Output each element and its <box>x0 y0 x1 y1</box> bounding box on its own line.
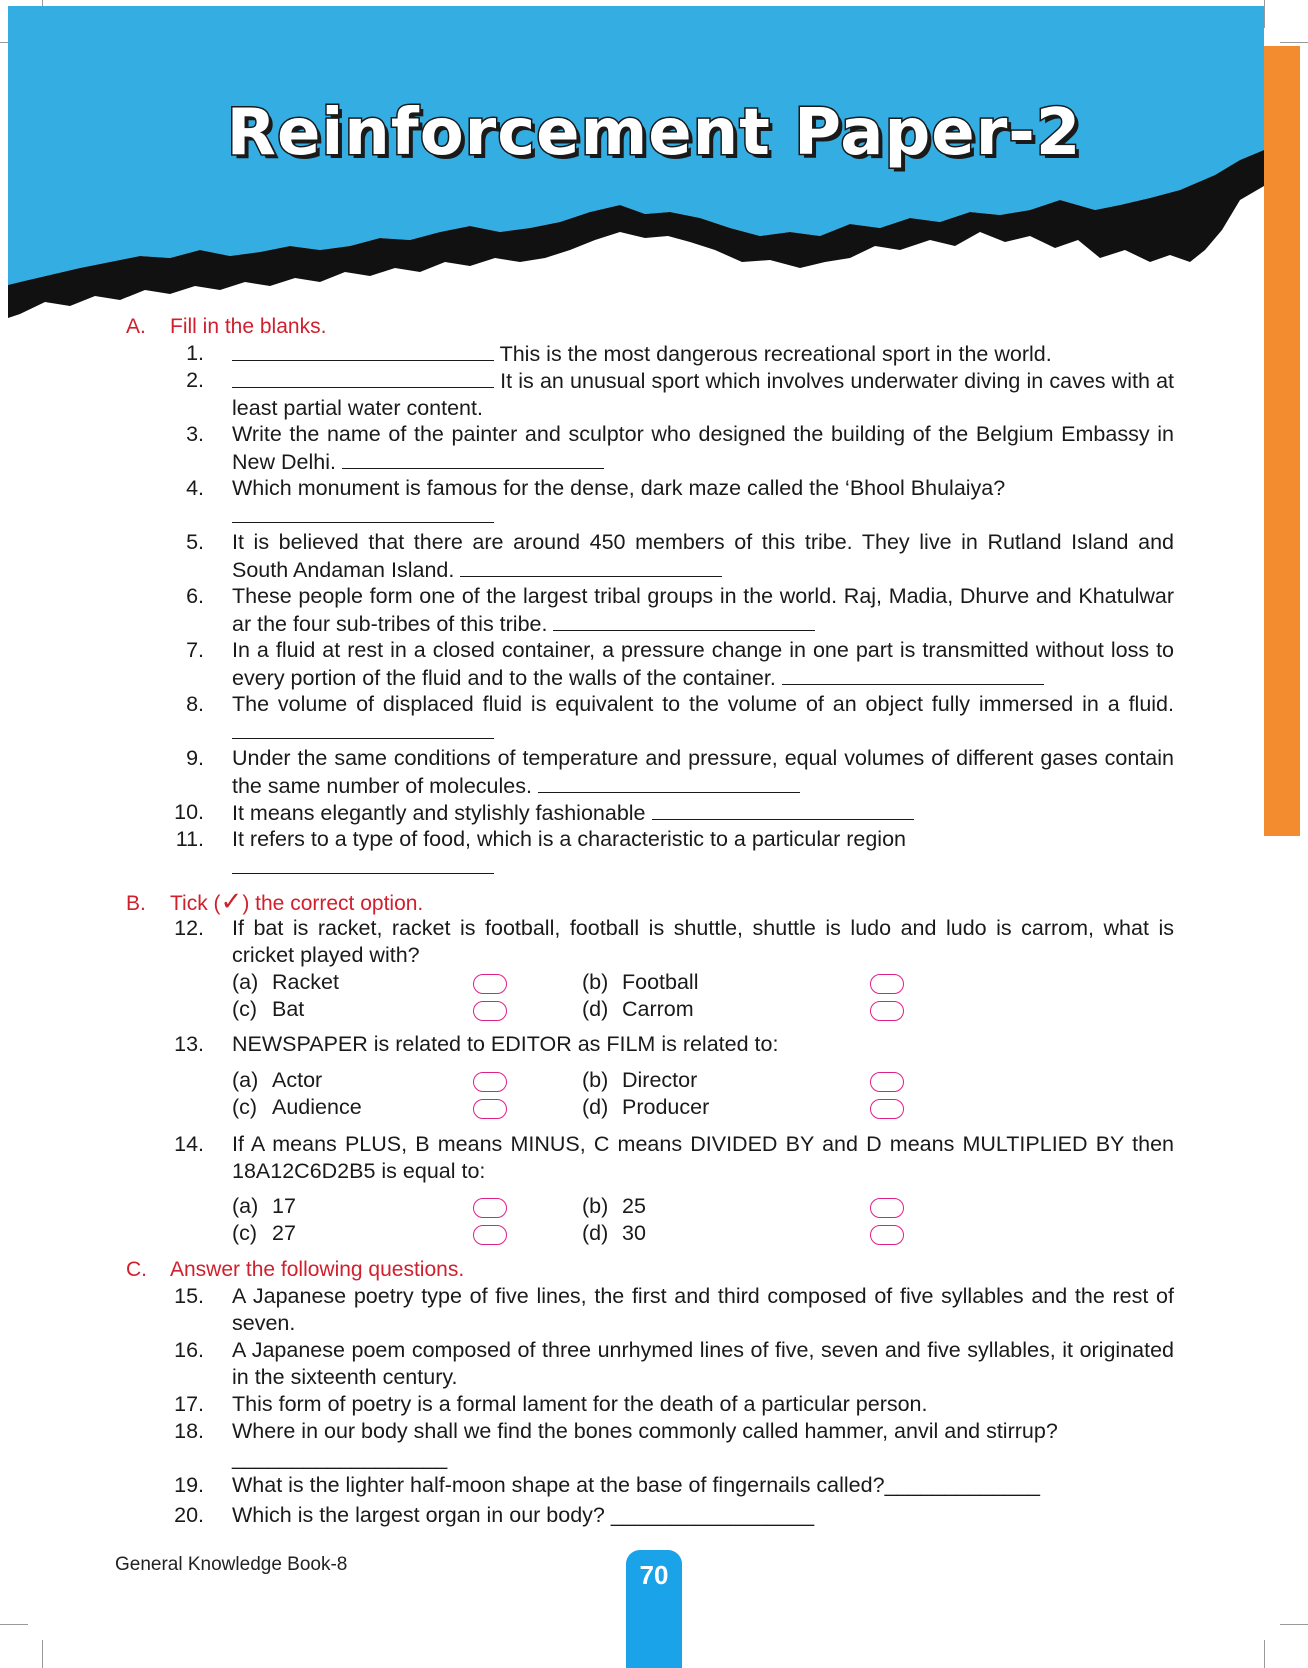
section-a-heading <box>126 313 326 340</box>
question-number: 14. <box>174 1132 204 1156</box>
section-letter: C. <box>126 1258 147 1281</box>
answer-blank[interactable]: _________________ <box>610 1503 815 1527</box>
question-text: Which monument is famous for the dense, dark maze called the ‘Bhool Bhulaiya? <box>232 476 1006 500</box>
question-text: The volume of displaced fluid is equivalent to the volume of an object fully immersed in a fluid. <box>232 692 1174 716</box>
answer-blank[interactable]: _____________ <box>884 1473 1041 1497</box>
question-text: Under the same conditions of temperature and pressure, equal volumes of different gases contain the same number of molecules. <box>232 746 1174 798</box>
option-a <box>232 1193 296 1220</box>
question-number: 3. <box>186 422 204 446</box>
question-text: A Japanese poetry type of five lines, the first and third composed of five syllables and the rest of seven. <box>232 1284 1174 1335</box>
question-text: These people form one of the largest tribal groups in the world. Raj, Madia, Dhurve and Khatulwar ar the four sub-tribes of this tribe. <box>232 584 1174 636</box>
question-text: It is an unusual sport which involves underwater diving in caves with at least partial water content. <box>232 369 1175 420</box>
question-text: A Japanese poem composed of three unrhymed lines of five, seven and five syllables, it originated in the sixteenth century. <box>232 1338 1174 1389</box>
option-text: Carrom <box>622 997 694 1021</box>
crop-mark <box>1280 1624 1308 1625</box>
option-c <box>232 1220 296 1247</box>
question-number: 9. <box>186 746 204 770</box>
question-number: 10. <box>174 800 204 824</box>
answer-checkbox[interactable] <box>473 1072 507 1092</box>
option-text: Racket <box>272 970 339 994</box>
question-text: Where in our body shall we find the bones commonly called hammer, anvil and stirrup? <box>232 1419 1058 1443</box>
question-number: 16. <box>174 1338 204 1362</box>
option-text: 25 <box>622 1194 646 1218</box>
question-number: 20. <box>174 1503 204 1527</box>
option-letter: (b) <box>582 1194 609 1218</box>
question-number: 12. <box>174 916 204 940</box>
answer-blank[interactable] <box>460 556 722 577</box>
section-c-heading <box>126 1256 464 1283</box>
answer-blank[interactable] <box>232 367 494 388</box>
option-text: 30 <box>622 1221 646 1245</box>
book-title-footer: General Knowledge Book-8 <box>115 1554 348 1575</box>
question-text: This form of poetry is a formal lament for the death of a particular person. <box>232 1392 928 1416</box>
option-d <box>582 1094 709 1121</box>
option-text: Producer <box>622 1095 710 1119</box>
crop-mark <box>42 1640 43 1668</box>
answer-checkbox[interactable] <box>473 1198 507 1218</box>
option-a <box>232 969 339 996</box>
answer-checkbox[interactable] <box>473 1225 507 1245</box>
section-title: Answer the following questions. <box>170 1258 465 1281</box>
question-number: 5. <box>186 530 204 554</box>
option-letter: (c) <box>232 1221 258 1245</box>
option-text: Director <box>622 1068 698 1092</box>
option-b <box>582 1193 646 1220</box>
option-c <box>232 1094 362 1121</box>
question-number: 8. <box>186 692 204 716</box>
option-text: 27 <box>272 1221 296 1245</box>
option-text: Audience <box>272 1095 362 1119</box>
answer-blank[interactable] <box>553 610 815 631</box>
answer-checkbox[interactable] <box>870 1198 904 1218</box>
answer-checkbox[interactable] <box>870 1225 904 1245</box>
question-number: 18. <box>174 1419 204 1443</box>
option-b <box>582 1067 697 1094</box>
answer-blank[interactable] <box>232 502 494 523</box>
answer-checkbox[interactable] <box>473 974 507 994</box>
answer-blank[interactable] <box>782 664 1044 685</box>
page-number: 70 <box>639 1560 669 1590</box>
question-number: 15. <box>174 1284 204 1308</box>
answer-checkbox[interactable] <box>473 1099 507 1119</box>
answer-checkbox[interactable] <box>870 1099 904 1119</box>
question-text: It is believed that there are around 450 members of this tribe. They live in Rutland Island and South Andaman Island. <box>232 530 1174 582</box>
answer-blank[interactable] <box>232 853 494 874</box>
option-letter: (a) <box>232 1068 259 1092</box>
question-number: 4. <box>186 476 204 500</box>
option-c <box>232 996 304 1023</box>
question-text: NEWSPAPER is related to EDITOR as FILM is related to: <box>232 1032 779 1056</box>
option-d <box>582 1220 646 1247</box>
option-b <box>582 969 699 996</box>
option-text: 17 <box>272 1194 296 1218</box>
question-number: 19. <box>174 1473 204 1497</box>
option-text: Bat <box>272 997 305 1021</box>
answer-checkbox[interactable] <box>870 1072 904 1092</box>
section-title-post: ) the correct option. <box>242 892 424 915</box>
question-number: 2. <box>186 368 204 392</box>
option-letter: (c) <box>232 1095 258 1119</box>
option-letter: (b) <box>582 970 609 994</box>
answer-blank[interactable] <box>232 340 494 361</box>
question-number: 7. <box>186 638 204 662</box>
answer-checkbox[interactable] <box>473 1001 507 1021</box>
question-number: 6. <box>186 584 204 608</box>
section-b-heading <box>126 888 423 917</box>
option-a <box>232 1067 322 1094</box>
answer-blank[interactable] <box>538 772 800 793</box>
question-text: What is the lighter half-moon shape at the base of fingernails called? <box>232 1473 885 1497</box>
answer-blank[interactable] <box>232 718 494 739</box>
question-number: 1. <box>186 341 204 365</box>
option-letter: (b) <box>582 1068 609 1092</box>
tick-icon: ✓ <box>220 886 243 916</box>
question-number: 11. <box>175 827 204 851</box>
answer-blank[interactable] <box>342 448 604 469</box>
question-text: In a fluid at rest in a closed container, a pressure change in one part is transmitted without loss to every portion of the fluid and to the walls of the container. <box>232 638 1174 690</box>
question-text: If A means PLUS, B means MINUS, C means DIVIDED BY and D means MULTIPLIED BY then 18A12C6D2B5 is equal to: <box>232 1132 1174 1183</box>
option-letter: (d) <box>582 997 609 1021</box>
section-letter: A. <box>126 315 146 338</box>
question-number: 17. <box>174 1392 204 1416</box>
question-text: It means elegantly and stylishly fashionable <box>232 801 646 825</box>
option-letter: (d) <box>582 1221 609 1245</box>
section-title-pre: Tick ( <box>170 892 221 915</box>
answer-blank[interactable] <box>652 799 914 820</box>
option-text: Football <box>622 970 699 994</box>
question-text: If bat is racket, racket is football, football is shuttle, shuttle is ludo and ludo is carrom, what is cricket played with? <box>232 916 1174 967</box>
crop-mark <box>1264 1640 1265 1668</box>
question-text: Which is the largest organ in our body? <box>232 1503 605 1527</box>
option-text: Actor <box>272 1068 323 1092</box>
crop-mark <box>0 1624 28 1625</box>
question-text: Write the name of the painter and sculptor who designed the building of the Belgium Embassy in New Delhi. <box>232 422 1174 474</box>
question-text: This is the most dangerous recreational sport in the world. <box>499 342 1052 366</box>
question-text: It refers to a type of food, which is a characteristic to a particular region <box>232 827 906 851</box>
option-letter: (a) <box>232 970 259 994</box>
section-letter: B. <box>126 892 146 915</box>
section-title: Fill in the blanks. <box>170 315 327 338</box>
page-title: Reinforcement Paper-2 <box>226 96 1082 170</box>
option-letter: (a) <box>232 1194 259 1218</box>
answer-blank[interactable]: __________________ <box>232 1446 448 1470</box>
answer-checkbox[interactable] <box>870 1001 904 1021</box>
option-d <box>582 996 694 1023</box>
question-number: 13. <box>174 1032 204 1056</box>
option-letter: (c) <box>232 997 258 1021</box>
answer-checkbox[interactable] <box>870 974 904 994</box>
option-letter: (d) <box>582 1095 609 1119</box>
